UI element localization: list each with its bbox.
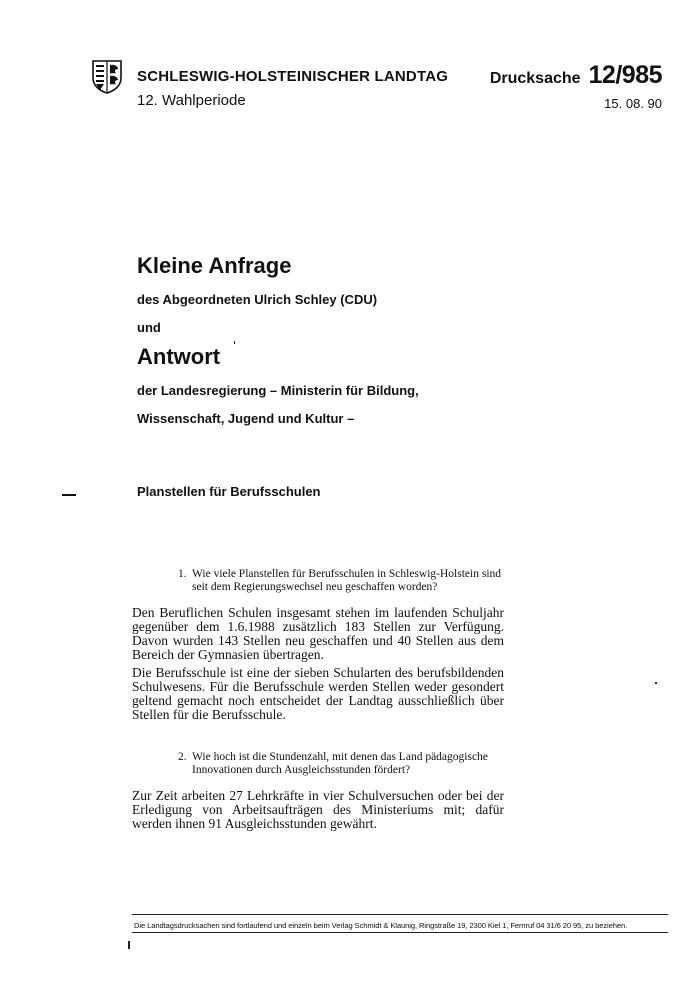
abgeordneter-line: des Abgeordneten Ulrich Schley (CDU) [137, 292, 378, 307]
title-antwort: Antwort [137, 344, 221, 369]
scan-speck [128, 941, 130, 949]
answer-1 [132, 606, 504, 726]
drucksache-label: Drucksache [489, 70, 581, 87]
landesregierung-line-1: der Landesregierung – Ministerin für Bildung, [137, 383, 419, 398]
margin-dash [62, 494, 76, 496]
und-line: und [137, 320, 161, 335]
question-text: Wie hoch ist die Stundenzahl, mit denen das Land pädagogische Innovationen durch Ausgleichsstunden fördert? [192, 751, 488, 776]
footer-rule-bottom [132, 932, 668, 933]
question-number: 2. [178, 751, 187, 763]
footer-rule-top [132, 914, 668, 915]
scan-speck [234, 341, 235, 344]
question-text: Wie viele Planstellen für Berufsschulen in Schleswig-Holstein sind seit dem Regierungswechsel neu geschaffen worden? [192, 568, 502, 593]
answer-2 [132, 789, 504, 835]
coat-of-arms-icon [92, 60, 122, 94]
answer-paragraph: Die Berufsschule ist eine der sieben Schularten des berufsbildenden Schulwesens. Für die Berufsschule werden Stellen weder gesondert geltend gemacht noch entscheidet der Landtag ausschließlich über Stellen für die Berufsschule. [132, 665, 504, 722]
footer-publisher-note: Die Landtagsdrucksachen sind fortlaufend und einzeln beim Verlag Schmidt & Klaunig, Ringstraße 19, 2300 Kiel 1, Fernruf 04 31/6 20 95, zu beziehen. [134, 921, 628, 930]
document-date: 15. 08. 90 [604, 96, 662, 111]
drucksache-number: 12/985 [588, 61, 662, 89]
answer-paragraph: Den Beruflichen Schulen insgesamt stehen im laufenden Schuljahr gegenüber dem 1.6.1988 zusätzlich 183 Stellen zur Verfügung. Davon wurden 143 Stellen neu geschaffen und 40 Stellen aus dem Bereich der Gymnasien übertragen. [132, 605, 504, 662]
scan-speck [655, 682, 657, 684]
betreff-title: Planstellen für Berufsschulen [137, 484, 321, 499]
question-number: 1. [178, 568, 187, 580]
title-kleine-anfrage: Kleine Anfrage [137, 253, 292, 278]
wahlperiode: 12. Wahlperiode [137, 92, 246, 109]
question-2 [178, 751, 518, 777]
drucksache-block [490, 61, 662, 90]
question-1 [178, 568, 518, 594]
landesregierung-line-2: Wissenschaft, Jugend und Kultur – [137, 411, 355, 426]
answer-paragraph: Zur Zeit arbeiten 27 Lehrkräfte in vier Schulversuchen oder bei der Erledigung von Arbeitsaufträgen des Ministeriums mit; dafür werden ihnen 91 Ausgleichsstunden gewährt. [132, 788, 504, 831]
landtag-name: SCHLESWIG-HOLSTEINISCHER LANDTAG [137, 68, 449, 85]
